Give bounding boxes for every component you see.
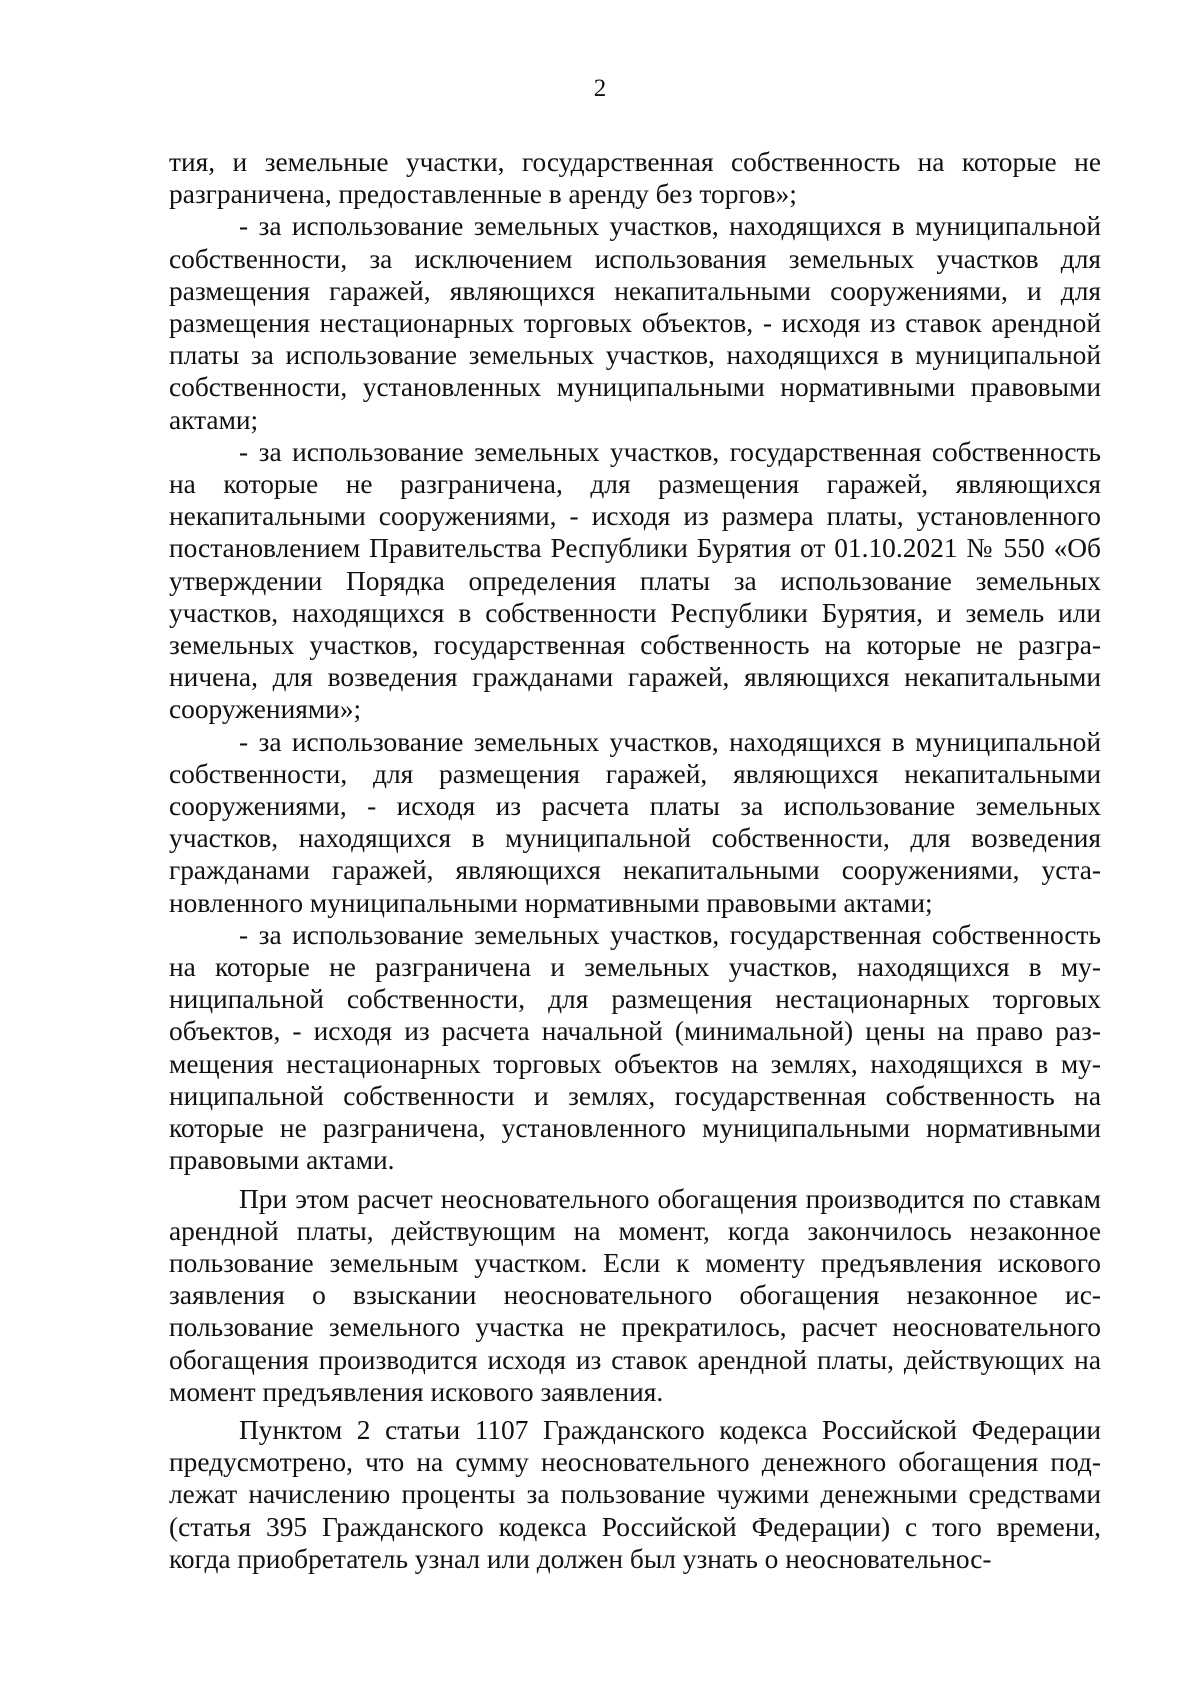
paragraph-unjust-enrichment-calculation: При этом расчет неосновательного обогащения производится по ставкам арендной платы, действующим на момент, когда закончилось незаконное пользование земельным участком. Если к моменту предъявления искового заявления о взыскании неосновательного обогащения незаконное использование земельного участка не прекратилось, расчет неосновательного обогащения производится исходя из ставок арендной платы, действующих на момент предъявления искового заявления. xyxy=(169,1183,1101,1407)
paragraph-state-land-garages: - за использование земельных участков, государственная собственность на которые не разграничена, для размещения гаражей, являющихся некапитальными сооружениями, - исходя из размера платы, установленного постановлением Правительства Республики Бурятия от 01.10.2021 № 550 «Об утверждении Порядка определения платы за использование земельных участков, находящихся в собственности Республики Бурятия, и земель или земельных участков, государственная собственность на которые не разграничена, для возведения гражданами гаражей, являющихся некапитальными сооружениями»; xyxy=(169,436,1101,725)
paragraph-municipal-land-garages: - за использование земельных участков, находящихся в муниципальной собственности, для размещения гаражей, являющихся некапитальными сооружениями, - исходя из расчета платы за использование земельных участков, находящихся в муниципальной собственности, для возведения гражданами гаражей, являющихся некапитальными сооружениями, установленного муниципальными нормативными правовыми актами; xyxy=(169,726,1101,918)
paragraph-municipal-land-rate: - за использование земельных участков, находящихся в муниципальной собственности, за исключением использования земельных участков для размещения гаражей, являющихся некапитальными сооружениями, и для размещения нестационарных торговых объектов, - исходя из ставок арендной платы за использование земельных участков, находящихся в муниципальной собственности, установленных муниципальными нормативными правовыми актами; xyxy=(169,211,1101,435)
document-body xyxy=(169,146,1101,1575)
paragraph-non-stationary-objects: - за использование земельных участков, государственная собственность на которые не разграничена и земельных участков, находящихся в муниципальной собственности, для размещения нестационарных торговых объектов, - исходя из расчета начальной (минимальной) цены на право размещения нестационарных торговых объектов на землях, находящихся в муниципальной собственности и землях, государственная собственность на которые не разграничена, установленного муниципальными нормативными правовыми актами. xyxy=(169,919,1101,1176)
page-number: 2 xyxy=(593,75,607,102)
paragraph-civil-code-interest: Пунктом 2 статьи 1107 Гражданского кодекса Российской Федерации предусмотрено, что на сумму неосновательного денежного обогащения подлежат начислению проценты за пользование чужими денежными средствами (статья 395 Гражданского кодекса Российской Федерации) с того времени, когда приобретатель узнал или должен был узнать о неосновательнос- xyxy=(169,1414,1101,1574)
paragraph-continuation: тия, и земельные участки, государственная собственность на которые не разграничена, предоставленные в аренду без торгов»; xyxy=(169,147,1101,210)
